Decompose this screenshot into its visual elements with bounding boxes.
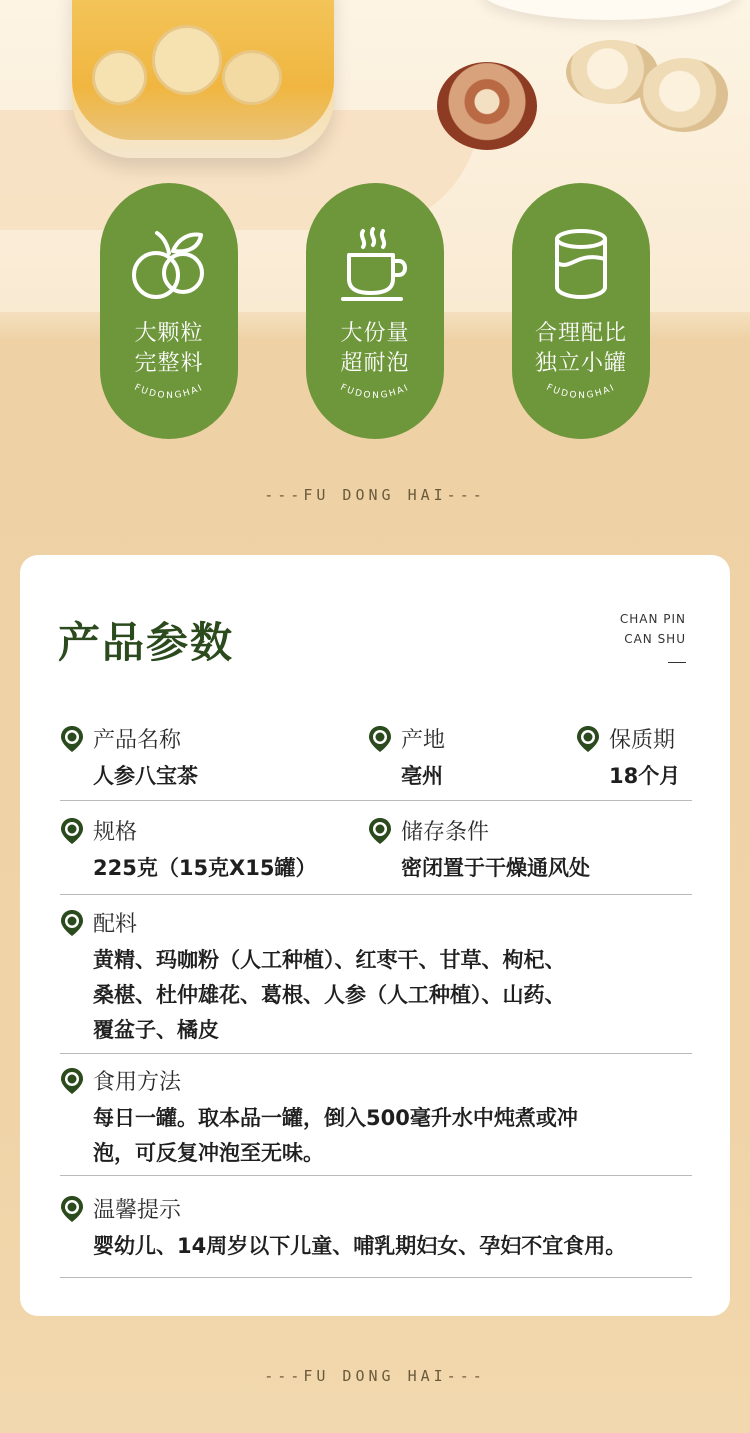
row-divider xyxy=(60,894,692,895)
row-divider xyxy=(60,1053,692,1054)
svg-text:FUDONGHAI: FUDONGHAI xyxy=(544,382,618,402)
location-pin-icon xyxy=(60,817,84,845)
field-value: 18个月 xyxy=(609,764,681,788)
field-value: 密闭置于干燥通风处 xyxy=(401,856,590,880)
field-value: 人参八宝茶 xyxy=(93,764,198,788)
field-spec xyxy=(60,815,360,885)
field-value: 225克（15克X15罐） xyxy=(93,856,317,880)
badge-large-granules xyxy=(100,183,238,439)
badge-line2: 超耐泡 xyxy=(340,351,410,376)
field-value xyxy=(93,943,566,1048)
field-label: 产品名称 xyxy=(93,728,182,753)
usage-line: 泡，可反复冲泡至无味。 xyxy=(93,1141,324,1165)
tea-cup-icon xyxy=(335,227,415,303)
brand-divider-bottom: ---FU DONG HAI--- xyxy=(264,1367,486,1385)
field-storage xyxy=(368,815,688,885)
location-pin-icon xyxy=(60,1067,84,1095)
badge-independent-can xyxy=(512,183,650,439)
field-label: 食用方法 xyxy=(93,1070,182,1095)
ginseng-slice xyxy=(92,50,147,105)
badge-line2: 完整料 xyxy=(134,351,204,376)
field-value xyxy=(93,1101,578,1171)
product-parameters-card xyxy=(20,555,730,1316)
location-pin-icon xyxy=(368,817,392,845)
field-ingredients xyxy=(60,907,700,1047)
row-divider xyxy=(60,1277,692,1278)
row-divider xyxy=(60,1175,692,1176)
card-title: 产品参数 xyxy=(58,618,235,667)
card-en-line1: CHAN PIN xyxy=(619,612,686,626)
field-label: 储存条件 xyxy=(401,820,490,845)
badge-brand-arc xyxy=(531,373,631,413)
field-value: 婴幼儿、14周岁以下儿童、哺乳期妇女、孕妇不宜食用。 xyxy=(93,1234,627,1258)
svg-text:FUDONGHAI: FUDONGHAI xyxy=(132,382,206,402)
ginseng-slice xyxy=(640,58,728,132)
field-label: 规格 xyxy=(93,820,138,845)
brand-divider-top: ---FU DONG HAI--- xyxy=(264,486,486,504)
badge-brand-arc xyxy=(325,373,425,413)
dried-jujube-slice xyxy=(437,62,537,150)
glass-jar xyxy=(72,0,334,158)
badge-large-portion xyxy=(306,183,444,439)
field-label: 温馨提示 xyxy=(93,1198,182,1223)
field-label: 保质期 xyxy=(609,728,676,753)
field-usage xyxy=(60,1065,700,1170)
field-value: 亳州 xyxy=(401,764,443,788)
svg-text:FUDONGHAI: FUDONGHAI xyxy=(338,382,412,402)
ginseng-slice xyxy=(222,50,282,105)
badge-line1: 大份量 xyxy=(340,321,410,346)
field-label: 配料 xyxy=(93,912,138,937)
card-en-line2: CAN SHU xyxy=(624,632,686,646)
card-en-subtitle xyxy=(620,609,686,669)
location-pin-icon xyxy=(60,725,84,753)
location-pin-icon xyxy=(576,725,600,753)
field-tips xyxy=(60,1193,700,1268)
ingredients-line: 桑椹、杜仲雄花、葛根、人参（人工种植）、山药、 xyxy=(93,983,566,1007)
location-pin-icon xyxy=(368,725,392,753)
badge-line2: 独立小罐 xyxy=(534,351,627,376)
fruit-icon xyxy=(129,227,209,303)
badge-line1: 合理配比 xyxy=(534,321,627,346)
badge-brand-arc xyxy=(119,373,219,413)
ingredients-line: 黄精、玛咖粉（人工种植）、红枣干、甘草、枸杞、 xyxy=(93,948,566,972)
field-shelf-life xyxy=(576,723,706,793)
card-en-dash xyxy=(668,662,686,663)
badge-line1: 大颗粒 xyxy=(134,321,204,346)
field-product-name xyxy=(60,723,340,793)
can-icon xyxy=(541,227,621,303)
location-pin-icon xyxy=(60,909,84,937)
ginseng-slice xyxy=(152,25,222,95)
row-divider xyxy=(60,800,692,801)
ingredients-line: 覆盆子、橘皮 xyxy=(93,1018,219,1042)
usage-line: 每日一罐。取本品一罐，倒入500毫升水中炖煮或冲 xyxy=(93,1106,578,1130)
field-origin xyxy=(368,723,548,793)
location-pin-icon xyxy=(60,1195,84,1223)
field-label: 产地 xyxy=(401,728,446,753)
